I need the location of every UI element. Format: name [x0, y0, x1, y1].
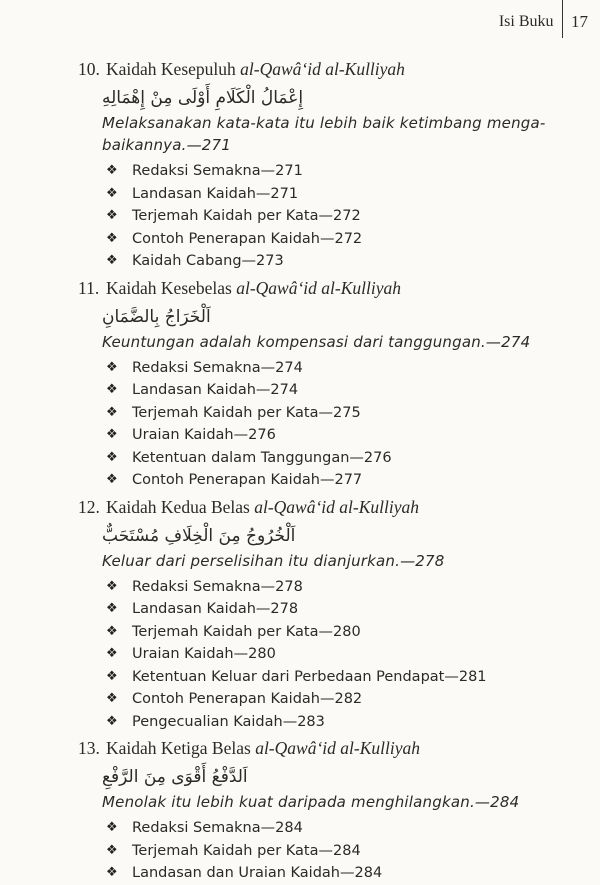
- list-item-label: Pengecualian Kaidah—283: [132, 713, 325, 730]
- list-item[interactable]: [106, 205, 588, 228]
- subsection-list: [78, 357, 588, 492]
- subsection-list: [78, 160, 588, 273]
- arabic-maxim: إِعْمَالُ الْكَلَامِ أَوْلَى مِنْ إِهْمَالِهِ: [102, 88, 304, 108]
- diamond-bullet-icon: ❖: [106, 230, 118, 246]
- chapter-title-text: Kaidah Kesepuluh: [106, 59, 241, 79]
- list-item[interactable]: [106, 402, 588, 425]
- diamond-bullet-icon: ❖: [106, 359, 118, 375]
- subsection-list: [78, 576, 588, 734]
- list-item[interactable]: [106, 250, 588, 273]
- maxim-translation: Melaksanakan kata-kata itu lebih baik ketimbang menga-baikannya.—271: [102, 114, 546, 154]
- list-item-label: Redaksi Semakna—278: [132, 578, 303, 595]
- list-item-label: Terjemah Kaidah per Kata—284: [132, 842, 361, 859]
- list-item-label: Contoh Penerapan Kaidah—272: [132, 230, 363, 247]
- list-item[interactable]: [106, 621, 588, 644]
- list-item-label: Contoh Penerapan Kaidah—282: [132, 691, 363, 707]
- list-item[interactable]: [106, 357, 588, 380]
- arabic-maxim: اَلدَّفْعُ أَقْوَى مِنَ الرَّفْعِ: [102, 767, 248, 787]
- chapter-title-italic: al-Qawâ‘id al-Kulliyah: [236, 277, 402, 298]
- diamond-bullet-icon: ❖: [106, 472, 118, 487]
- chapter-number: 12.: [78, 496, 100, 517]
- list-item[interactable]: [106, 447, 588, 470]
- list-item[interactable]: [106, 228, 588, 251]
- list-item-label: Terjemah Kaidah per Kata—280: [132, 623, 361, 640]
- chapter-number: 11.: [78, 277, 100, 298]
- list-item[interactable]: [106, 666, 588, 689]
- list-item-label: Uraian Kaidah—280: [132, 646, 276, 662]
- list-item-label: Kaidah Cabang—273: [132, 253, 284, 269]
- chapter-title-italic: al-Qawâ‘id al-Kulliyah: [254, 496, 419, 517]
- list-item[interactable]: [106, 576, 588, 599]
- chapter-title-italic: al-Qawâ‘id al-Kulliyah: [255, 738, 420, 758]
- diamond-bullet-icon: ❖: [106, 578, 118, 594]
- maxim-translation: Keluar dari perselisihan itu dianjurkan.—278: [102, 551, 445, 570]
- chapter-number: 13.: [78, 738, 100, 758]
- list-item-label: Uraian Kaidah—276: [132, 427, 276, 443]
- chapter-title: [106, 273, 401, 303]
- list-item[interactable]: [106, 160, 588, 183]
- diamond-bullet-icon: ❖: [106, 427, 118, 442]
- running-header: [499, 8, 588, 38]
- chapter-heading[interactable]: [78, 492, 588, 522]
- diamond-bullet-icon: ❖: [106, 623, 118, 639]
- diamond-bullet-icon: ❖: [106, 404, 118, 420]
- list-item-label: Landasan dan Uraian Kaidah—284: [132, 865, 383, 881]
- chapter-title-italic: al-Qawâ‘id al-Kulliyah: [240, 59, 405, 79]
- list-item-label: Redaksi Semakna—284: [132, 820, 303, 836]
- diamond-bullet-icon: ❖: [106, 253, 118, 268]
- list-item[interactable]: [106, 643, 588, 666]
- list-item-label: Redaksi Semakna—274: [132, 359, 303, 376]
- maxim-translation: Keuntungan adalah kompensasi dari tanggungan.—274: [102, 332, 531, 351]
- diamond-bullet-icon: ❖: [106, 668, 118, 684]
- diamond-bullet-icon: ❖: [106, 646, 118, 661]
- chapter-heading[interactable]: [78, 733, 588, 763]
- maxim-translation: Menolak itu lebih kuat daripada menghilangkan.—284: [102, 793, 520, 811]
- list-item-label: Landasan Kaidah—278: [132, 601, 299, 617]
- toc-chapter: [78, 273, 588, 492]
- list-item[interactable]: [106, 183, 588, 206]
- list-item-label: Terjemah Kaidah per Kata—272: [132, 208, 361, 224]
- diamond-bullet-icon: ❖: [106, 163, 118, 178]
- diamond-bullet-icon: ❖: [106, 713, 118, 729]
- diamond-bullet-icon: ❖: [106, 842, 118, 858]
- chapter-title-text: Kaidah Ketiga Belas: [106, 738, 256, 758]
- toc-chapter: [78, 492, 588, 734]
- diamond-bullet-icon: ❖: [106, 820, 118, 835]
- list-item[interactable]: [106, 469, 588, 492]
- chapter-heading[interactable]: [78, 54, 588, 84]
- diamond-bullet-icon: ❖: [106, 185, 118, 201]
- diamond-bullet-icon: ❖: [106, 601, 118, 616]
- diamond-bullet-icon: ❖: [106, 691, 118, 706]
- diamond-bullet-icon: ❖: [106, 382, 118, 397]
- list-item-label: Contoh Penerapan Kaidah—277: [132, 472, 363, 488]
- list-item[interactable]: [106, 598, 588, 621]
- list-item[interactable]: [106, 688, 588, 711]
- list-item-label: Ketentuan Keluar dari Perbedaan Pendapat—281: [132, 668, 487, 685]
- list-item[interactable]: [106, 711, 588, 734]
- chapter-title-text: Kaidah Kedua Belas: [106, 496, 255, 517]
- list-item-label: Ketentuan dalam Tanggungan—276: [132, 449, 392, 466]
- diamond-bullet-icon: ❖: [106, 208, 118, 223]
- chapter-title: [106, 54, 405, 84]
- toc-chapter: [78, 733, 588, 885]
- table-of-contents: [78, 54, 588, 885]
- list-item-label: Landasan Kaidah—274: [132, 382, 299, 398]
- page-number: 17: [571, 12, 588, 31]
- list-item-label: Terjemah Kaidah per Kata—275: [132, 404, 361, 421]
- list-item[interactable]: [106, 862, 588, 885]
- subsection-list: [78, 817, 588, 885]
- chapter-number: 10.: [78, 59, 100, 79]
- list-item[interactable]: [106, 424, 588, 447]
- list-item[interactable]: [106, 379, 588, 402]
- diamond-bullet-icon: ❖: [106, 865, 118, 880]
- book-section-title: Isi Buku: [498, 13, 554, 30]
- list-item-label: Landasan Kaidah—271: [132, 185, 299, 202]
- arabic-maxim: اَلْخَرَاجُ بِالضَّمَانِ: [102, 306, 211, 327]
- list-item[interactable]: [106, 840, 588, 863]
- list-item-label: Redaksi Semakna—271: [132, 163, 303, 179]
- diamond-bullet-icon: ❖: [106, 449, 118, 465]
- chapter-heading[interactable]: [78, 273, 588, 303]
- chapter-title-text: Kaidah Kesebelas: [106, 277, 237, 298]
- list-item[interactable]: [106, 817, 588, 840]
- toc-chapter: [78, 54, 588, 273]
- arabic-maxim: اَلْخُرُوجُ مِنَ الْخِلَافِ مُسْتَحَبٌّ: [102, 525, 296, 546]
- chapter-title: [106, 492, 419, 522]
- chapter-title: [106, 733, 420, 763]
